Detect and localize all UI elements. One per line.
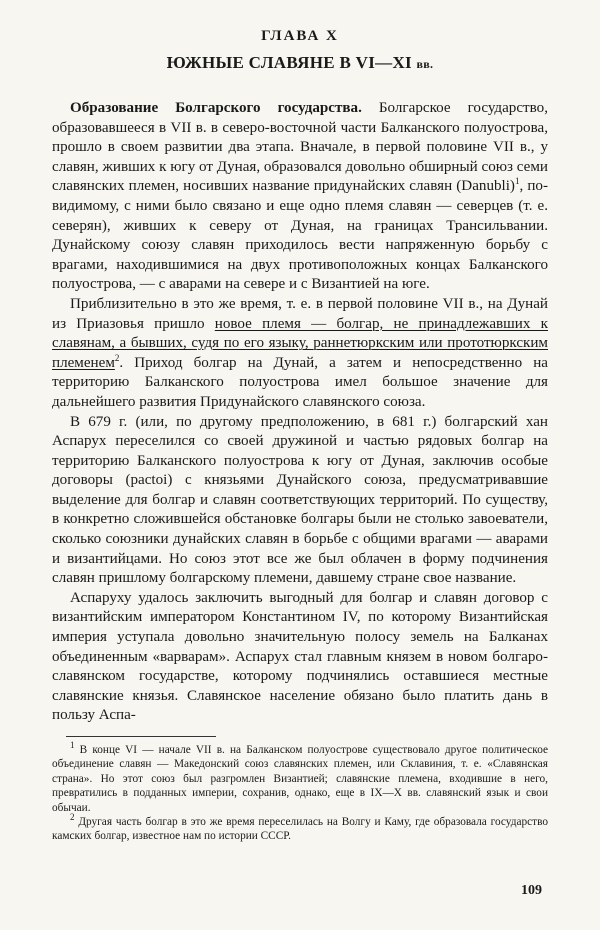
chapter-heading: ГЛАВА X — [261, 28, 339, 44]
paragraph-3: В 679 г. (или, по другому предположению, в 681 г.) болгарский хан Аспарух переселился со своей дружиной и частью рядовых болгар на территорию Балканского полуострова к югу от Дуная, заключив особые договоры (pactoi) с князьями Дунайского союза, предусматривавшие выделение для болгар и славян соответствующих территорий. По существу, в конкретно сложившейся обстановке болгары были не столько завоеватели, сколько союзники дунайских славян в борьбе с общими врагами — аварами и византийцами. Но союз этот все же был облачен в форму подчинения славян пришлому болгарскому племени, давшему стране свое название. — [52, 413, 548, 587]
paragraph-1 — [52, 99, 548, 295]
chapter-title-text: ЮЖНЫЕ СЛАВЯНЕ В VI—XI — [166, 53, 412, 72]
footnote-ref-2: 2 — [114, 352, 120, 363]
footnote-1-text: В конце VI — начале VII в. на Балканском полуострове существовало другое политическое объединение славян — Македонский союз славянских племен, или Склавиния, т. е. «Славянская страна». Но этот союз был разгромлен Византией; славянские племена, входившие в него, превратились в подданных империи, сохранив, однако, еще в IX—X вв. славянский язык и свои обычаи. — [52, 744, 548, 814]
paragraph-2-end: . Приход болгар на Дунай, а затем и непосредственно на территорию Балканского полуострова имел большое значение для дальнейшего развития Придунайского славянского союза. — [52, 354, 548, 410]
paragraph-1-text: Болгарское государство, образовавшееся в VII в. в северо-восточной части Балканского полуострова, прошло в своем развитии два этапа. Вначале, в первой половине VII в., у славян, живших к югу от Дуная, образовался довольно обширный союз семи славянских племен, носивших название придунайских славян (Danubli) — [52, 100, 548, 195]
footnotes — [52, 740, 548, 844]
page-number: 109 — [521, 883, 542, 898]
footnote-ref-1: 1 — [514, 176, 520, 187]
paragraph-1-tail: , по-видимому, с ними было связано и еще одно племя славян — северцев (т. е. северян), живших к северу от Дуная, на границах Трансильвании. Дунайскому союзу славян приходилось вести напряженную борьбу с врагами, находившимися на двух противоположных концах Балканского полуострова, — с аварами на севере и с Византией на юге. — [52, 178, 548, 293]
footnote-divider — [66, 736, 216, 737]
underlined-passage: новое племя — болгар, не принадлежавших к славянам, а бывших, судя по его языку, раннетюркским или прототюркским племенем — [52, 315, 548, 371]
footnote-2-text: Другая часть болгар в это же время переселилась на Волгу и Каму, где образовала государство камских болгар, известное нам по истории СССР. — [52, 816, 548, 843]
paragraph-2 — [52, 295, 548, 413]
footnote-2-number: 2 — [70, 812, 75, 823]
footnote-2 — [52, 812, 548, 844]
section-lead: Образование Болгарского государства. — [70, 100, 362, 116]
footnote-1 — [52, 740, 548, 815]
paragraph-4: Аспаруху удалось заключить выгодный для болгар и славян договор с византийским императором Константином IV, по которому Византийская империя уступала довольно значительную полосу земель на Балканах объединенным «варварам». Аспарух стал главным князем в новом болгаро-славянском государстве, которому подчинялись оставшиеся местные славянские князья. Славянское население обязано было платить дань в пользу Аспа- — [52, 589, 548, 724]
footnote-1-number: 1 — [70, 740, 75, 751]
page — [52, 28, 548, 844]
paragraph-2-start: Приблизительно в это же время, т. е. в первой половине VII в., на Дунай из Приазовья пришло — [52, 295, 548, 332]
chapter-title — [52, 53, 548, 73]
chapter-title-suffix: вв. — [416, 57, 434, 71]
